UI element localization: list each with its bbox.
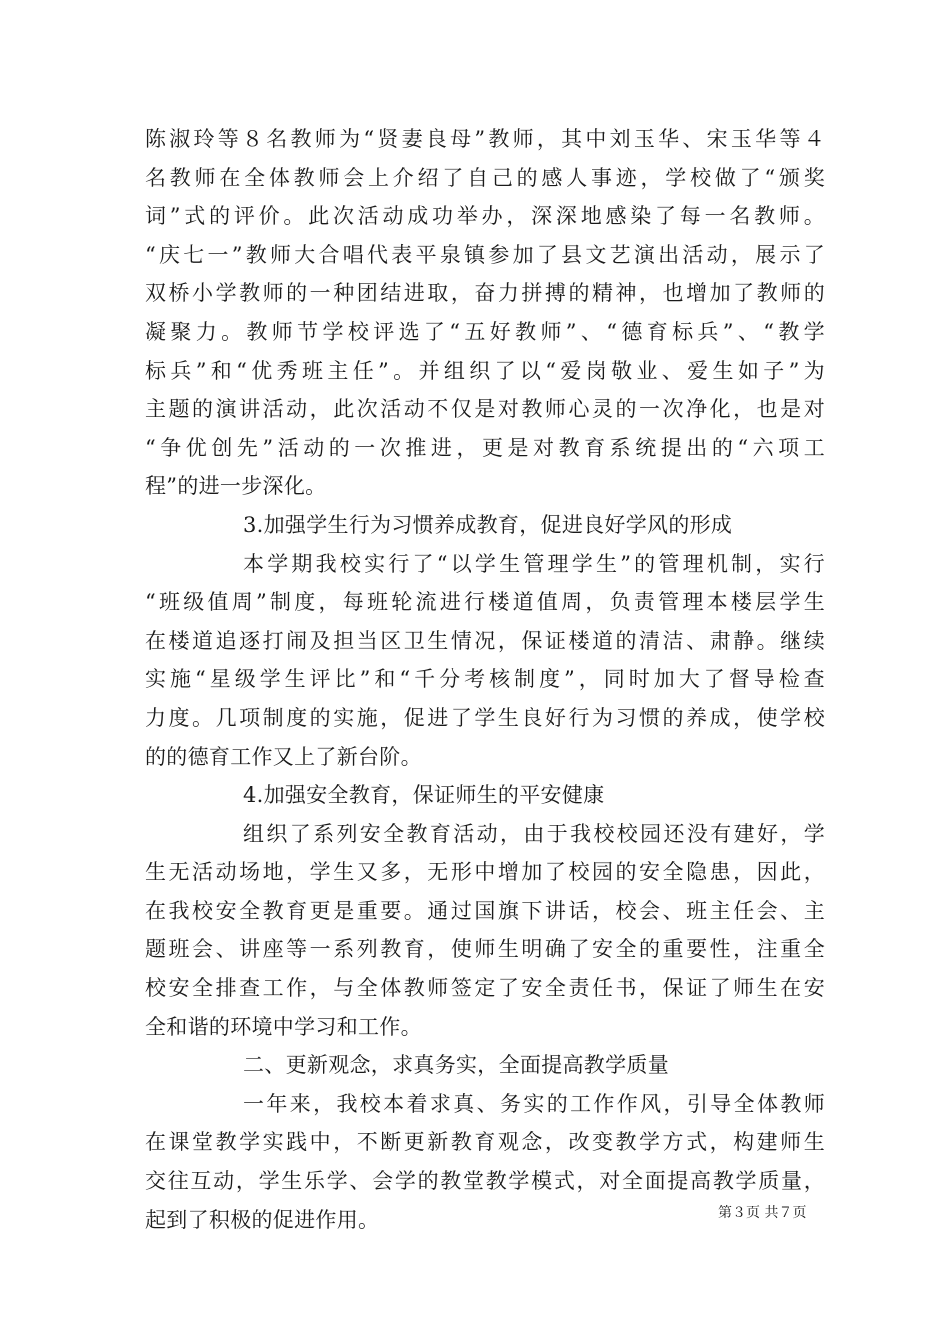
section-heading: 4.加强安全教育，保证师生的平安健康	[243, 783, 605, 808]
text-line: 起到了积极的促进作用。	[145, 1207, 380, 1232]
text-line: 程”的进一步深化。	[145, 474, 327, 499]
section-heading: 3.加强学生行为习惯养成教育，促进良好学风的形成	[243, 512, 733, 537]
text-line: 力度。几项制度的实施，促进了学生良好行为习惯的养成，使学校	[145, 705, 825, 730]
text-line: 词”式的评价。此次活动成功举办，深深地感染了每一名教师。	[145, 204, 825, 229]
text-line: 主题的演讲活动，此次活动不仅是对教师心灵的一次净化，也是对	[145, 397, 825, 422]
text-line: 的的德育工作又上了新台阶。	[145, 744, 422, 769]
text-line: 实施“星级学生评比”和“千分考核制度”，同时加大了督导检查	[145, 667, 825, 692]
text-line: 名教师在全体教师会上介绍了自己的感人事迹，学校做了“颁奖	[145, 165, 825, 190]
text-line: 生无活动场地，学生又多，无形中增加了校园的安全隐患，因此，	[145, 860, 825, 885]
text-line: 交往互动，学生乐学、会学的教堂教学模式，对全面提高教学质量，	[145, 1169, 825, 1194]
section-heading: 二、更新观念，求真务实，全面提高教学质量	[243, 1053, 669, 1078]
text-line: “班级值周”制度，每班轮流进行楼道值周，负责管理本楼层学生	[145, 590, 825, 615]
text-line: 组织了系列安全教育活动，由于我校校园还没有建好，学	[243, 821, 825, 846]
text-line: 全和谐的环境中学习和工作。	[145, 1014, 422, 1039]
document-body	[145, 120, 825, 1239]
text-line: 凝聚力。教师节学校评选了“五好教师”、“德育标兵”、“教学	[145, 319, 825, 344]
text-line: 陈淑玲等８名教师为“贤妻良母”教师，其中刘玉华、宋玉华等４	[145, 127, 825, 151]
text-line: 标兵”和“优秀班主任”。并组织了以“爱岗敬业、爱生如子”为	[145, 358, 825, 383]
text-line: 双桥小学教师的一种团结进取，奋力拼搏的精神，也增加了教师的	[145, 281, 825, 306]
text-line: 在我校安全教育更是重要。通过国旗下讲话，校会、班主任会、主	[145, 898, 825, 923]
text-line: 一年来，我校本着求真、务实的工作作风，引导全体教师	[243, 1091, 825, 1116]
text-line: 题班会、讲座等一系列教育，使师生明确了安全的重要性，注重全	[145, 937, 825, 962]
text-line: “庆七一”教师大合唱代表平泉镇参加了县文艺演出活动，展示了	[145, 242, 825, 267]
text-line: 本学期我校实行了“以学生管理学生”的管理机制，实行	[243, 551, 825, 576]
text-line: “争优创先”活动的一次推进，更是对教育系统提出的“六项工	[145, 435, 825, 460]
page-number: 第３页 共７页	[718, 1205, 807, 1221]
text-line: 在课堂教学实践中，不断更新教育观念，改变教学方式，构建师生	[145, 1130, 825, 1155]
text-line: 校安全排查工作，与全体教师签定了安全责任书，保证了师生在安	[145, 976, 825, 1001]
text-line: 在楼道追逐打闹及担当区卫生情况，保证楼道的清洁、肃静。继续	[145, 628, 825, 653]
